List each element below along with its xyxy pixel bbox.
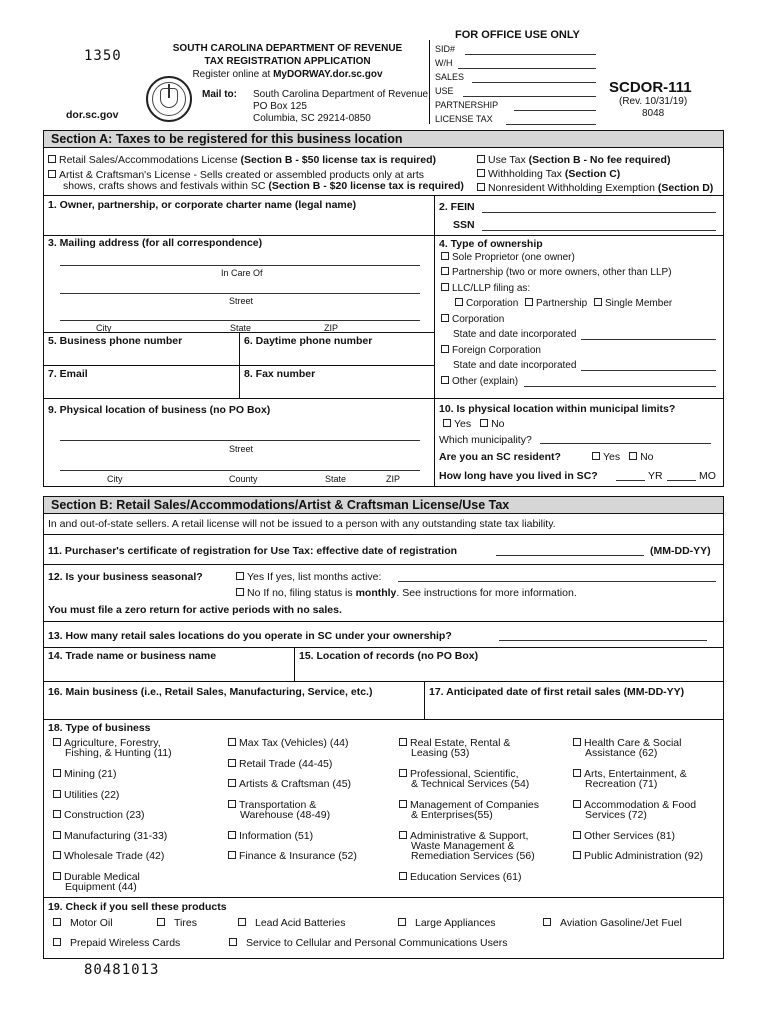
- business-type-checkbox[interactable]: [228, 800, 236, 808]
- register-link[interactable]: MyDORWAY.dor.sc.gov: [273, 69, 383, 80]
- business-type-label: Agriculture, Forestry,: [64, 737, 161, 749]
- own-llc[interactable]: LLC/LLP filing as:: [441, 283, 530, 294]
- physical-line-1[interactable]: [60, 440, 420, 441]
- business-type-option[interactable]: [228, 738, 349, 748]
- business-type-label: Wholesale Trade (42): [64, 850, 165, 862]
- mailing-line-2[interactable]: [60, 293, 420, 294]
- use-tax-date-field[interactable]: [496, 555, 644, 556]
- retail-locations-field[interactable]: [499, 640, 707, 641]
- business-type-label: Utilities (22): [64, 789, 120, 801]
- email-label: 7. Email: [48, 368, 88, 380]
- product-option[interactable]: Aviation Gasoline/Jet Fuel: [543, 917, 682, 929]
- business-type-option[interactable]: [53, 790, 119, 800]
- business-type-option[interactable]: [399, 872, 521, 882]
- withholding-checkbox[interactable]: [477, 169, 485, 177]
- business-type-checkbox[interactable]: [53, 738, 61, 746]
- fein-label: 2. FEIN: [439, 201, 475, 213]
- section-b-intro: In and out-of-state sellers. A retail license will not be issued to a person with any outstanding state tax liability.: [48, 518, 556, 530]
- business-type-checkbox[interactable]: [228, 779, 236, 787]
- business-type-option[interactable]: [573, 769, 687, 789]
- business-type-label: Mining (21): [64, 768, 117, 780]
- business-type-checkbox[interactable]: [399, 769, 407, 777]
- business-type-label: Real Estate, Rental &: [410, 737, 511, 749]
- own-llc-options[interactable]: Corporation Partnership Single Member: [455, 298, 672, 309]
- product-checkbox[interactable]: [398, 918, 406, 926]
- business-type-label: Retail Trade (44-45): [239, 758, 333, 770]
- business-type-option[interactable]: [53, 831, 167, 841]
- ssn-field[interactable]: [482, 230, 716, 231]
- business-type-option[interactable]: [573, 851, 703, 861]
- ownership-type-label: 4. Type of ownership: [439, 238, 543, 250]
- business-type-label: Information (51): [239, 830, 314, 842]
- business-type-label: Transportation &: [239, 799, 317, 811]
- use-tax-date-label: 11. Purchaser's certificate of registration for Use Tax: effective date of registration: [48, 545, 458, 557]
- product-option[interactable]: Prepaid Wireless Cards: [53, 937, 180, 949]
- products-label: 19. Check if you sell these products: [48, 901, 227, 913]
- product-option[interactable]: Motor Oil: [53, 917, 113, 929]
- business-type-label: Max Tax (Vehicles) (44): [239, 737, 349, 749]
- own-foreign[interactable]: Foreign Corporation: [441, 345, 541, 356]
- business-type-label: Remediation Services (56): [411, 850, 535, 862]
- product-checkbox[interactable]: [53, 918, 61, 926]
- business-type-option[interactable]: [399, 800, 539, 820]
- section-b-header: Section B: Retail Sales/Accommodations/Artist & Craftsman License/Use Tax: [43, 496, 724, 514]
- section-a-header: Section A: Taxes to be registered for this business location: [43, 130, 724, 148]
- product-option[interactable]: Large Appliances: [398, 917, 496, 929]
- business-type-label: Accommodation & Food: [584, 799, 697, 811]
- register-online: Register online at MyDORWAY.dor.sc.gov: [192, 69, 383, 80]
- business-type-option[interactable]: [53, 738, 172, 758]
- business-type-checkbox[interactable]: [228, 831, 236, 839]
- business-type-label: Public Administration (92): [584, 850, 704, 862]
- daytime-phone-label: 6. Daytime phone number: [244, 335, 373, 347]
- business-type-checkbox[interactable]: [399, 831, 407, 839]
- product-option[interactable]: Tires: [157, 917, 197, 929]
- business-type-label: Health Care & Social: [584, 737, 682, 749]
- revision-date: (Rev. 10/31/19): [619, 96, 688, 107]
- owner-name-field[interactable]: [48, 213, 430, 231]
- which-municipality-label: Which municipality?: [439, 434, 532, 446]
- years-field[interactable]: [616, 480, 645, 481]
- agency-name: SOUTH CAROLINA DEPARTMENT OF REVENUE: [172, 43, 403, 54]
- mail-label: Mail to:: [202, 89, 237, 100]
- business-type-option[interactable]: [228, 851, 357, 861]
- business-type-checkbox[interactable]: [53, 831, 61, 839]
- tax-withholding-option[interactable]: Withholding Tax (Section C): [477, 168, 620, 180]
- ssn-label: SSN: [453, 219, 475, 231]
- fein-field[interactable]: [482, 212, 716, 213]
- business-type-checkbox[interactable]: [573, 738, 581, 746]
- business-type-option[interactable]: [53, 851, 164, 861]
- municipality-field[interactable]: [540, 443, 711, 444]
- business-type-label: Construction (23): [64, 809, 145, 821]
- tax-use-option[interactable]: Use Tax (Section B - No fee required): [477, 154, 670, 166]
- product-checkbox[interactable]: [53, 938, 61, 946]
- months-active-field[interactable]: [398, 581, 716, 582]
- business-type-option[interactable]: [399, 769, 529, 789]
- business-type-checkbox[interactable]: [53, 810, 61, 818]
- product-checkbox[interactable]: [543, 918, 551, 926]
- business-type-label: Durable Medical: [64, 871, 140, 883]
- business-type-checkbox[interactable]: [399, 738, 407, 746]
- business-type-checkbox[interactable]: [228, 759, 236, 767]
- business-type-checkbox[interactable]: [228, 851, 236, 859]
- own-partnership[interactable]: Partnership (two or more owners, other than LLP): [441, 267, 672, 278]
- seasonal-yes[interactable]: Yes If yes, list months active:: [236, 571, 381, 583]
- zero-return-note: You must file a zero return for active periods with no sales.: [48, 604, 342, 616]
- business-type-option[interactable]: [228, 831, 313, 841]
- business-type-option[interactable]: [228, 800, 330, 820]
- business-type-label: Warehouse (48-49): [240, 809, 331, 821]
- business-type-label: & Technical Services (54): [411, 778, 530, 790]
- main-business-label: 16. Main business (i.e., Retail Sales, Manufacturing, Service, etc.): [48, 686, 373, 698]
- business-type-option[interactable]: [53, 810, 145, 820]
- product-checkbox[interactable]: [229, 938, 237, 946]
- business-type-option[interactable]: [573, 738, 681, 758]
- seasonal-label: 12. Is your business seasonal?: [48, 571, 203, 583]
- state-date-inc-2: State and date incorporated: [453, 360, 577, 371]
- business-type-label: Management of Companies: [410, 799, 539, 811]
- website: dor.sc.gov: [66, 109, 119, 121]
- business-type-label: Waste Management &: [411, 840, 515, 852]
- municipal-yes-no[interactable]: Yes No: [443, 418, 505, 430]
- business-type-checkbox[interactable]: [399, 872, 407, 880]
- business-type-checkbox[interactable]: [399, 800, 407, 808]
- business-type-label: Finance & Insurance (52): [239, 850, 357, 862]
- form-number-top: 1350: [84, 48, 122, 64]
- business-type-label: Artists & Craftsman (45): [239, 778, 352, 790]
- mailing-address-label: 3. Mailing address (for all correspondence): [48, 237, 263, 249]
- business-type-label: Assistance (62): [585, 747, 658, 759]
- mailing-line-3[interactable]: [60, 320, 420, 321]
- product-checkbox[interactable]: [238, 918, 246, 926]
- fax-label: 8. Fax number: [244, 368, 316, 380]
- business-type-label: Services (72): [585, 809, 647, 821]
- mailing-line-1[interactable]: [60, 265, 420, 266]
- years-in-sc-label: How long have you lived in SC?: [439, 470, 598, 482]
- physical-line-2[interactable]: [60, 470, 420, 471]
- mail-address-2: PO Box 125: [253, 101, 307, 112]
- artist-checkbox[interactable]: [48, 170, 56, 178]
- months-field[interactable]: [667, 480, 696, 481]
- mail-address-3: Columbia, SC 29214-0850: [253, 113, 371, 124]
- retail-locations-label: 13. How many retail sales locations do you operate in SC under your ownership?: [48, 630, 452, 642]
- business-type-label: Recreation (71): [585, 778, 658, 790]
- business-type-checkbox[interactable]: [53, 769, 61, 777]
- own-other[interactable]: Other (explain): [441, 376, 518, 387]
- state-date-inc-1: State and date incorporated: [453, 329, 577, 340]
- business-type-checkbox[interactable]: [573, 851, 581, 859]
- business-type-checkbox[interactable]: [53, 790, 61, 798]
- business-type-label: Leasing (53): [411, 747, 470, 759]
- form-title: TAX REGISTRATION APPLICATION: [204, 56, 371, 67]
- product-option[interactable]: Service to Cellular and Personal Communications Users: [229, 937, 507, 949]
- seasonal-no[interactable]: No If no, filing status is monthly. See instructions for more information.: [236, 587, 577, 599]
- sc-resident-yes-no[interactable]: Yes No: [592, 451, 654, 463]
- physical-location-label: 9. Physical location of business (no PO Box): [48, 404, 271, 416]
- own-sole[interactable]: Sole Proprietor (one owner): [441, 252, 575, 263]
- business-type-label: Fishing, & Hunting (11): [65, 747, 172, 759]
- owner-name-label: 1. Owner, partnership, or corporate charter name (legal name): [48, 199, 357, 211]
- business-type-label: Other Services (81): [584, 830, 676, 842]
- business-type-label: Manufacturing (31-33): [64, 830, 168, 842]
- business-type-checkbox[interactable]: [53, 851, 61, 859]
- business-type-option[interactable]: [228, 759, 332, 769]
- form-code: 8048: [642, 108, 665, 119]
- business-type-option[interactable]: [53, 769, 117, 779]
- records-location-label: 15. Location of records (no PO Box): [299, 650, 479, 662]
- tax-artist-option[interactable]: Artist & Craftsman's License - Sells created or assembled products only at arts: [48, 169, 424, 181]
- business-type-option[interactable]: [399, 831, 535, 861]
- use-tax-checkbox[interactable]: [477, 155, 485, 163]
- product-checkbox[interactable]: [157, 918, 165, 926]
- business-type-option[interactable]: [399, 738, 510, 758]
- business-type-label: Administrative & Support,: [410, 830, 529, 842]
- business-type-checkbox[interactable]: [573, 800, 581, 808]
- product-option[interactable]: Lead Acid Batteries: [238, 917, 345, 929]
- tax-retail-option[interactable]: Retail Sales/Accommodations License (Section B - $50 license tax is required): [48, 154, 436, 166]
- tax-artist-line2: shows, crafts shows and festivals within SC (Section B - $20 license tax is required): [63, 180, 464, 192]
- business-type-checkbox[interactable]: [573, 769, 581, 777]
- mail-address-1: South Carolina Department of Revenue: [253, 89, 429, 100]
- business-type-checkbox[interactable]: [573, 831, 581, 839]
- business-type-label: & Enterprises(55): [411, 809, 493, 821]
- business-type-option[interactable]: [573, 800, 696, 820]
- form-id: SCDOR-111: [609, 79, 692, 96]
- own-corporation[interactable]: Corporation: [441, 314, 504, 325]
- business-type-checkbox[interactable]: [53, 872, 61, 880]
- form-number-bottom: 80481013: [84, 962, 160, 978]
- business-type-option[interactable]: [228, 779, 351, 789]
- business-type-label: Professional, Scientific,: [410, 768, 519, 780]
- business-type-label: Arts, Entertainment, &: [584, 768, 687, 780]
- trade-name-label: 14. Trade name or business name: [48, 650, 217, 662]
- business-type-label: Equipment (44): [65, 881, 137, 893]
- business-type-option[interactable]: [53, 872, 140, 892]
- tax-nonresident-option[interactable]: Nonresident Withholding Exemption (Section D): [477, 182, 713, 194]
- sc-resident-label: Are you an SC resident?: [439, 451, 561, 463]
- municipal-limits-label: 10. Is physical location within municipal limits?: [439, 403, 676, 415]
- state-seal-icon: [146, 76, 192, 122]
- business-phone-label: 5. Business phone number: [48, 335, 183, 347]
- business-type-checkbox[interactable]: [228, 738, 236, 746]
- retail-checkbox[interactable]: [48, 155, 56, 163]
- first-sales-date-label: 17. Anticipated date of first retail sales (MM-DD-YY): [429, 686, 685, 698]
- business-type-label: Education Services (61): [410, 871, 522, 883]
- business-type-label: 18. Type of business: [48, 722, 151, 734]
- business-type-option[interactable]: [573, 831, 675, 841]
- nonresident-checkbox[interactable]: [477, 183, 485, 191]
- office-use-title: FOR OFFICE USE ONLY: [455, 29, 580, 41]
